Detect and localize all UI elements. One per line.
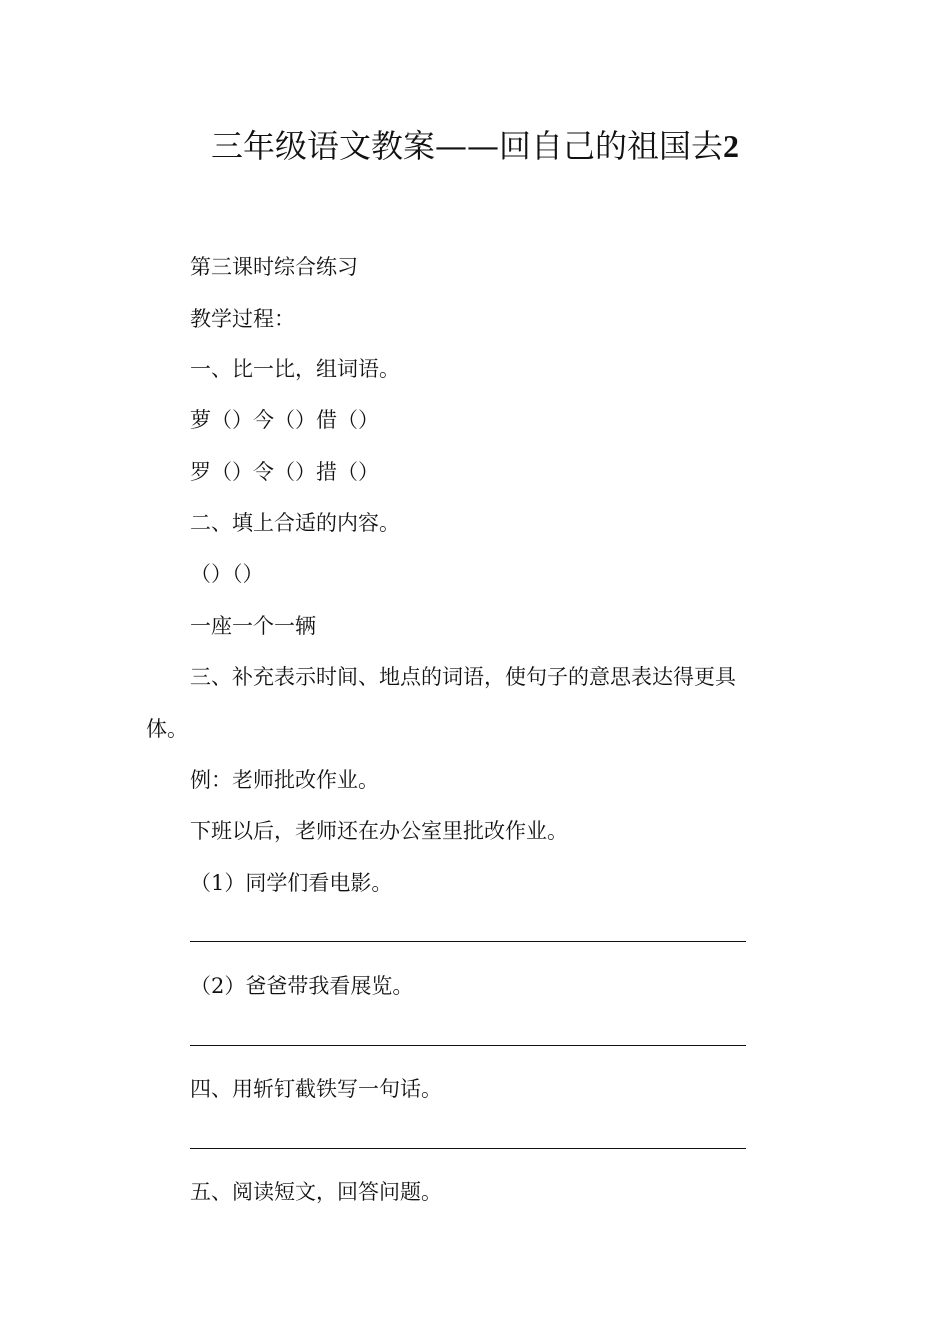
answer-line-2 [190,1045,746,1046]
exercise-two-measure-words: 一座一个一辆 [190,614,316,638]
exercise-two-heading: 二、填上合适的内容。 [190,511,400,535]
question-2: （2）爸爸带我看展览。 [190,974,414,998]
answer-line-3 [190,1148,746,1149]
exercise-one-row-1: 萝（）今（）借（） [190,408,379,432]
document-title [0,118,950,174]
exercise-two-blanks: （）（） [190,562,264,586]
document-title-number: 2 [723,128,739,164]
teaching-process-label: 教学过程： [190,307,295,331]
exercise-one-row-2: 罗（）令（）措（） [190,460,379,484]
document-title-text: 三年级语文教案——回自己的祖国去 [210,127,723,165]
exercise-three-heading-continued: 体。 [146,717,188,741]
exercise-one-heading: 一、比一比，组词语。 [190,357,400,381]
lesson-section-heading: 第三课时综合练习 [190,255,358,279]
question-1: （1）同学们看电影。 [190,871,393,895]
exercise-four-heading: 四、用斩钉截铁写一句话。 [190,1077,442,1101]
example-expanded-sentence: 下班以后，老师还在办公室里批改作业。 [190,819,568,843]
exercise-three-heading: 三、补充表示时间、地点的词语，使句子的意思表达得更具 [190,665,736,689]
exercise-five-heading: 五、阅读短文，回答问题。 [190,1180,442,1204]
answer-line-1 [190,941,746,942]
example-sentence: 例：老师批改作业。 [190,768,379,792]
